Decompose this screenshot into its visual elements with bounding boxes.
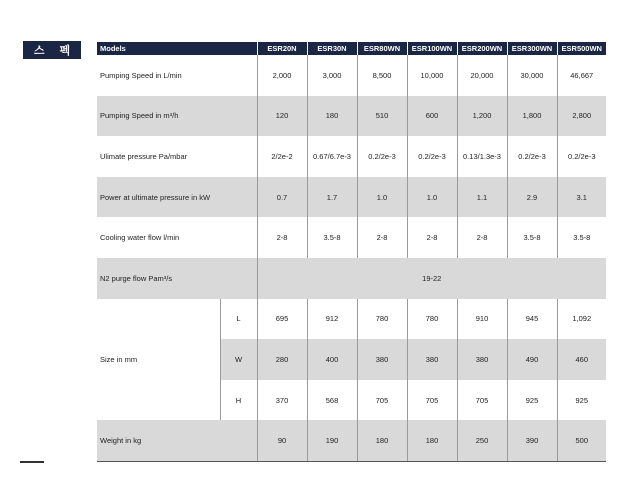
table-cell: 3.5-8 (557, 217, 606, 258)
table-cell: 0.2/2e-3 (407, 136, 457, 177)
row-label: Pumping Speed in L/min (100, 70, 182, 80)
table-cell: 2-8 (457, 217, 507, 258)
table-cell: 250 (457, 420, 507, 461)
table-cell: 600 (407, 96, 457, 137)
table-cell: 2-8 (357, 217, 407, 258)
table-cell: 10,000 (407, 55, 457, 96)
table-cell: 568 (307, 380, 357, 421)
row-label: Ulimate pressure Pa/mbar (100, 151, 188, 161)
table-cell: 120 (257, 96, 307, 137)
table-cell: 280 (257, 339, 307, 380)
table-cell: 3.1 (557, 177, 606, 218)
table-cell: 912 (307, 299, 357, 340)
table-cell: 0.2/2e-3 (557, 136, 606, 177)
table-cell: 380 (407, 339, 457, 380)
table-cell: 0.13/1.3e-3 (457, 136, 507, 177)
table-cell: 1.0 (357, 177, 407, 218)
table-cell: 0.2/2e-3 (507, 136, 557, 177)
table-cell: 1.0 (407, 177, 457, 218)
row-pumping-lmin (97, 55, 606, 96)
row-label: Weight in kg (97, 420, 257, 461)
row-label: Size in mm (100, 354, 138, 364)
table-cell: 2-8 (407, 217, 457, 258)
header-model: ESR300WN (507, 42, 557, 55)
table-cell: 460 (557, 339, 606, 380)
table-cell: 910 (457, 299, 507, 340)
table-cell: 780 (407, 299, 457, 340)
table-cell: 390 (507, 420, 557, 461)
header-models-label: Models (97, 42, 257, 55)
header-model: ESR500WN (557, 42, 606, 55)
table-cell: 2.9 (507, 177, 557, 218)
table-cell: 370 (257, 380, 307, 421)
table-cell: 925 (557, 380, 606, 421)
table-cell: 380 (357, 339, 407, 380)
table-cell-merged: 19-22 (257, 258, 606, 299)
table-cell: 705 (407, 380, 457, 421)
table-cell: 380 (457, 339, 507, 380)
table-cell: 705 (457, 380, 507, 421)
table-cell: 0.7 (257, 177, 307, 218)
table-cell: 3.5-8 (307, 217, 357, 258)
table-cell: 925 (507, 380, 557, 421)
table-cell: 780 (357, 299, 407, 340)
table-cell: 1,092 (557, 299, 606, 340)
row-size-l (97, 299, 606, 340)
header-model: ESR100WN (407, 42, 457, 55)
table-cell: 510 (357, 96, 407, 137)
header-model: ESR80WN (357, 42, 407, 55)
table-cell: 180 (357, 420, 407, 461)
table-cell: 1.1 (457, 177, 507, 218)
size-sub-label: H (220, 380, 257, 421)
table-cell: 0.2/2e-3 (357, 136, 407, 177)
table-cell: 3.5-8 (507, 217, 557, 258)
table-cell: 90 (257, 420, 307, 461)
table-cell: 2,000 (257, 55, 307, 96)
table-cell: 0.67/6.7e-3 (307, 136, 357, 177)
section-title-badge: 스 펙 (23, 41, 81, 59)
row-label: Pumping Speed in m³/h (97, 96, 257, 137)
row-label: Cooling water flow l/min (100, 233, 180, 243)
table-cell: 2-8 (257, 217, 307, 258)
table-cell: 1,200 (457, 96, 507, 137)
table-cell: 190 (307, 420, 357, 461)
table-cell: 490 (507, 339, 557, 380)
header-model: ESR20N (257, 42, 307, 55)
footer-divider (20, 461, 44, 463)
table-cell: 180 (307, 96, 357, 137)
header-model: ESR30N (307, 42, 357, 55)
table-cell: 2,800 (557, 96, 606, 137)
header-model: ESR200WN (457, 42, 507, 55)
table-cell: 20,000 (457, 55, 507, 96)
table-cell: 180 (407, 420, 457, 461)
row-power (97, 177, 606, 218)
table-cell: 30,000 (507, 55, 557, 96)
table-cell: 1.7 (307, 177, 357, 218)
size-sub-label: L (220, 299, 257, 340)
table-cell: 46,667 (557, 55, 606, 96)
table-cell: 8,500 (357, 55, 407, 96)
table-cell: 945 (507, 299, 557, 340)
row-ultimate-pressure (97, 136, 606, 177)
row-n2-purge (97, 258, 606, 299)
table-cell: 695 (257, 299, 307, 340)
table-header-row (97, 42, 606, 55)
table-cell: 705 (357, 380, 407, 421)
table-cell: 1,800 (507, 96, 557, 137)
row-weight (97, 420, 606, 461)
table-cell: 500 (557, 420, 606, 461)
row-pumping-m3h (97, 96, 606, 137)
row-label: Power at ultimate pressure in kW (97, 177, 257, 218)
spec-table (97, 42, 606, 462)
table-cell: 400 (307, 339, 357, 380)
size-sub-label: W (220, 339, 257, 380)
row-cooling (97, 217, 606, 258)
row-label: N2 purge flow Pam³/s (97, 258, 257, 299)
table-cell: 3,000 (307, 55, 357, 96)
table-cell: 2/2e-2 (257, 136, 307, 177)
